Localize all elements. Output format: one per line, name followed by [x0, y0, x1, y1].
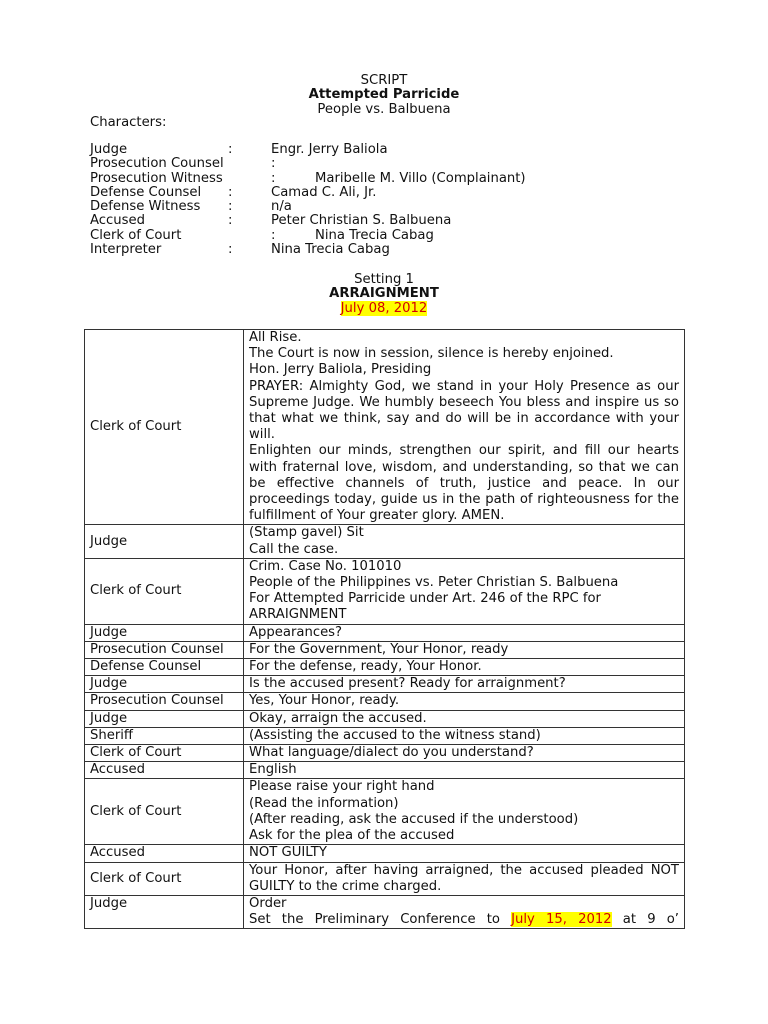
cast-name: Nina Trecia Cabag [315, 227, 434, 243]
dialogue-line: Order [249, 895, 287, 911]
dialogue-cell [244, 558, 685, 624]
cast-colon: : [228, 142, 233, 157]
speaker-cell: Judge [85, 525, 244, 558]
speaker-cell: Accused [85, 845, 244, 862]
cast-role: Interpreter [90, 242, 162, 258]
dialogue-cell [244, 862, 685, 895]
dialogue-cell [244, 624, 685, 641]
dialogue-line: All Rise. [249, 330, 302, 345]
order-line [249, 912, 679, 928]
dialogue-line: (After reading, ask the accused if the understood) [249, 811, 579, 827]
cast-name: Maribelle M. Villo (Complainant) [315, 170, 526, 186]
cast-role: Prosecution Counsel [90, 156, 224, 172]
dialogue-cell [244, 779, 685, 845]
dialogue-cell [244, 693, 685, 710]
speaker-cell: Clerk of Court [85, 745, 244, 762]
order-text-after: at 9 o’ [622, 912, 679, 928]
table-row [85, 779, 685, 845]
dialogue-line: PRAYER: Almighty God, we stand in your Holy Presence as our Supreme Judge. We humbly beseech You bless and inspire us so that what we think, say and do will be in accordance with your will. [249, 378, 679, 443]
dialogue-line: English [249, 762, 297, 778]
dialogue-line: Appearances? [249, 624, 343, 640]
dialogue-line: (Assisting the accused to the witness stand) [249, 727, 541, 743]
dialogue-line: For Attempted Parricide under Art. 246 of the RPC for ARRAIGNMENT [249, 591, 601, 623]
speaker-cell: Clerk of Court [85, 862, 244, 895]
speaker-cell: Clerk of Court [85, 330, 244, 525]
setting-date-wrap [0, 301, 768, 316]
speaker-cell: Judge [85, 624, 244, 641]
dialogue-line: Hon. Jerry Baliola, Presiding [249, 362, 432, 378]
table-row [85, 624, 685, 641]
dialogue-line: Is the accused present? Ready for arraignment? [249, 676, 566, 692]
cast-name: Nina Trecia Cabag [271, 242, 390, 258]
dialogue-line: For the Government, Your Honor, ready [249, 641, 509, 657]
dialogue-line: Enlighten our minds, strengthen our spirit, and fill our hearts with fraternal love, wisdom, and understanding, so that we can be effective channels of truth, justice and peace. In our proceedings today, guide us in the path of righteousness for the fulfillment of Your greater glory. AMEN. [249, 443, 679, 524]
speaker-cell: Judge [85, 676, 244, 693]
table-row [85, 558, 685, 624]
dialogue-line: Yes, Your Honor, ready. [249, 693, 400, 709]
dialogue-line: Crim. Case No. 101010 [249, 558, 402, 574]
cast-colon: : [271, 156, 276, 172]
speaker-cell: Accused [85, 762, 244, 779]
dialogue-cell [244, 525, 685, 558]
cast-colon: : [271, 170, 276, 186]
table-row [85, 641, 685, 658]
cast-colon: : [271, 227, 276, 243]
cast-role: Judge [90, 142, 128, 157]
cast-name: Peter Christian S. Balbuena [271, 213, 452, 229]
dialogue-line: Your Honor, after having arraigned, the accused pleaded NOT GUILTY to the crime charged. [249, 862, 679, 894]
cast-role: Clerk of Court [90, 227, 182, 243]
cast-role: Defense Counsel [90, 184, 202, 200]
play-title: Attempted Parricide [308, 87, 460, 102]
table-row [85, 710, 685, 727]
cast-colon: : [228, 199, 233, 215]
dialogue-line: (Stamp gavel) Sit [249, 525, 364, 541]
speaker-cell: Judge [85, 895, 244, 928]
dialogue-cell [244, 845, 685, 862]
dialogue-cell [244, 895, 685, 928]
speaker-cell: Prosecution Counsel [85, 693, 244, 710]
script-label: SCRIPT [360, 73, 408, 88]
dialogue-cell [244, 727, 685, 744]
dialogue-line: Call the case. [249, 541, 339, 557]
cast-name: Engr. Jerry Baliola [271, 142, 388, 157]
dialogue-line: (Read the information) [249, 795, 399, 811]
speaker-cell: Judge [85, 710, 244, 727]
table-row [85, 727, 685, 744]
table-row [85, 845, 685, 862]
table-row [85, 676, 685, 693]
speaker-cell: Prosecution Counsel [85, 641, 244, 658]
table-row [85, 693, 685, 710]
dialogue-line: Please raise your right hand [249, 779, 435, 795]
table-row [85, 745, 685, 762]
table-row [85, 862, 685, 895]
order-text-before: Set the Preliminary Conference to [249, 912, 500, 928]
setting-label: Setting 1 [354, 272, 414, 287]
dialogue-line: Okay, arraign the accused. [249, 710, 427, 726]
dialogue-cell [244, 330, 685, 525]
speaker-cell: Clerk of Court [85, 558, 244, 624]
setting-title: ARRAIGNMENT [329, 286, 439, 301]
dialogue-line: For the defense, ready, Your Honor. [249, 659, 482, 675]
dialogue-line: What language/dialect do you understand? [249, 745, 534, 761]
table-row [85, 762, 685, 779]
cast-name: n/a [271, 199, 292, 215]
dialogue-line: The Court is now in session, silence is hereby enjoined. [249, 346, 614, 362]
cast-name: Camad C. Ali, Jr. [271, 184, 377, 200]
setting-date: July 08, 2012 [340, 301, 428, 316]
dialogue-cell [244, 762, 685, 779]
table-row [85, 659, 685, 676]
speaker-cell: Defense Counsel [85, 659, 244, 676]
cast-role: Accused [90, 213, 146, 229]
dialogue-cell [244, 641, 685, 658]
cast-role: Prosecution Witness [90, 170, 223, 186]
dialogue-line: People of the Philippines vs. Peter Christian S. Balbuena [249, 575, 619, 591]
cast-role: Defense Witness [90, 199, 201, 215]
table-row [85, 895, 685, 928]
characters-heading: Characters: [90, 115, 167, 130]
cast-colon: : [228, 184, 233, 200]
speaker-cell: Clerk of Court [85, 779, 244, 845]
cast-colon: : [228, 242, 233, 258]
dialogue-cell [244, 676, 685, 693]
dialogue-line: Ask for the plea of the accused [249, 828, 455, 844]
cast-colon: : [228, 213, 233, 229]
dialogue-cell [244, 745, 685, 762]
case-subtitle: People vs. Balbuena [317, 102, 451, 117]
speaker-cell: Sheriff [85, 727, 244, 744]
dialogue-line: NOT GUILTY [249, 845, 327, 861]
table-row [85, 525, 685, 558]
conference-date: July 15, 2012 [511, 912, 612, 928]
script-table [84, 329, 685, 929]
dialogue-cell [244, 710, 685, 727]
dialogue-cell [244, 659, 685, 676]
table-row [85, 330, 685, 525]
